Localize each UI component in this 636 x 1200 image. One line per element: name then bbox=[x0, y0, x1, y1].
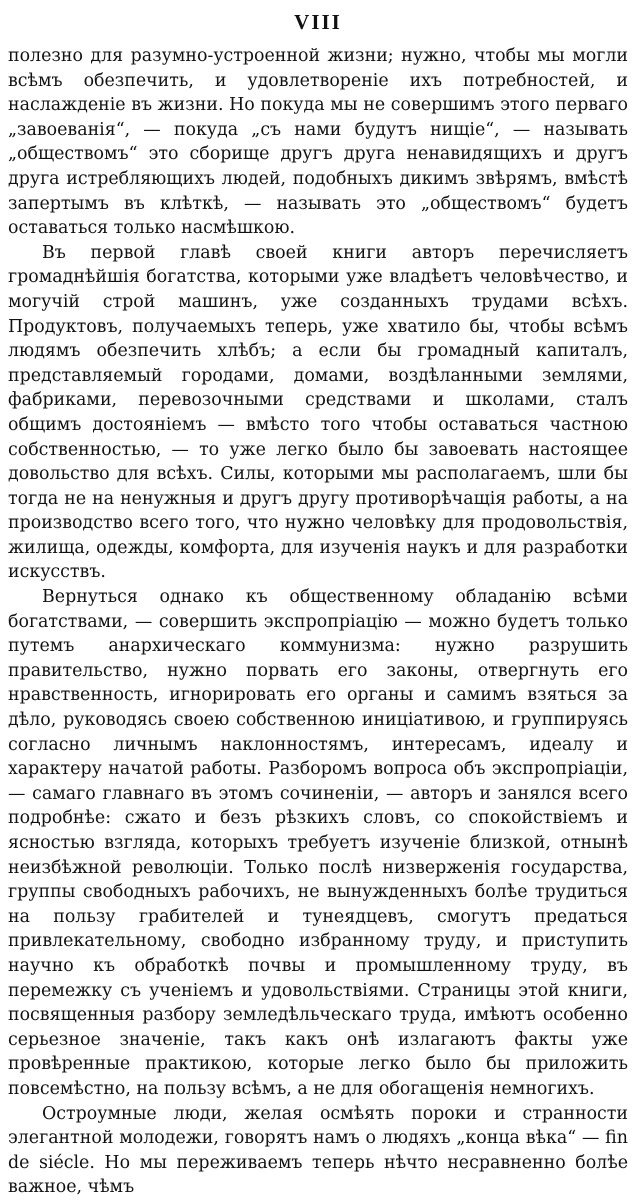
paragraph-3: Вернуться однако къ общественному обладанію всѣми богатствами, — совершить экспропріацію — можно будетъ только путемъ анархическаго коммунизма: нужно разрушить правительство, нужно порвать его законы, отвергнуть его нравственность, игнорировать его органы и самимъ взяться за дѣло, руководясь своею собственною иниціативою, и группируясь согласно личнымъ наклонностямъ, интересамъ, идеалу и характеру начатой работы. Разборомъ вопроса объ экспропріаціи, — самаго главнаго въ этомъ сочиненіи, — авторъ и занялся всего подробнѣе: сжато и безъ рѣзкихъ словъ, со спокойствіемъ и ясностью взгляда, которыхъ требуетъ изученіе близкой, отнынѣ неизбѣжной революціи. Только послѣ низверженія государства, группы свободныхъ рабочихъ, не вынужденныхъ болѣе трудиться на пользу грабителей и тунеядцевъ, смогутъ предаться привлекательному, свободно избранному труду, и приступить научно къ обработкѣ почвы и промышленному труду, въ перемежку съ ученіемъ и удовольствіями. Страницы этой книги, посвященныя разбору земледѣльческаго труда, имѣютъ особенно серьезное значеніе, такъ какъ онѣ излагаютъ факты уже провѣренные практикою, которые легко было бы приложить повсемѣстно, на пользу всѣмъ, а не для обогащенія немногихъ. bbox=[8, 587, 628, 1099]
book-page bbox=[8, 0, 628, 1198]
paragraph-1: полезно для разумно-устроенной жизни; нужно, чтобы мы могли всѣмъ обезпечить, и удовлетвореніе ихъ потребностей, и наслажденіе въ жизни. Но покуда мы не совершимъ этого перваго „завоеванія“, — покуда „съ нами будутъ нищіе“, — называть „обществомъ“ это сборище другъ друга ненавидящихъ и другъ друга истребляющихъ людей, подобныхъ дикимъ звѣрямъ, вмѣстѣ запертымъ въ клѣткѣ, — называть это „обществомъ“ будетъ оставаться только насмѣшкою. bbox=[8, 46, 628, 239]
page-number: VIII bbox=[294, 10, 342, 34]
paragraph-2: Въ первой главѣ своей книги авторъ перечисляетъ громаднѣйшія богатства, которыми уже владѣетъ человѣчество, и могучій строй машинъ, уже созданныхъ трудами всѣхъ. Продуктовъ, получаемыхъ теперь, уже хватило бы, чтобы всѣмъ людямъ обезпечить хлѣбъ; а если бы громадный капиталъ, представляемый городами, домами, воздѣланными землями, фабриками, перевозочными средствами и школами, сталъ общимъ достояніемъ — вмѣсто того чтобы оставаться частною собственностью, — то уже легко было бы завоевать настоящее довольство для всѣхъ. Силы, которыми мы располагаемъ, шли бы тогда не на ненужныя и другъ другу противорѣчащія работы, а на производство всего того, что нужно человѣку для продовольствія, жилища, одежды, комфорта, для изученія наукъ и для разработки искусствъ. bbox=[8, 242, 628, 583]
body-text bbox=[8, 44, 628, 1200]
paragraph-4: Остроумные люди, желая осмѣять пороки и странности элегантной молодежи, говорятъ намъ о людяхъ „конца вѣка“ — fin de siécle. Но мы переживаемъ теперь нѣчто несравненно болѣе важное, чѣмъ bbox=[8, 1103, 628, 1198]
